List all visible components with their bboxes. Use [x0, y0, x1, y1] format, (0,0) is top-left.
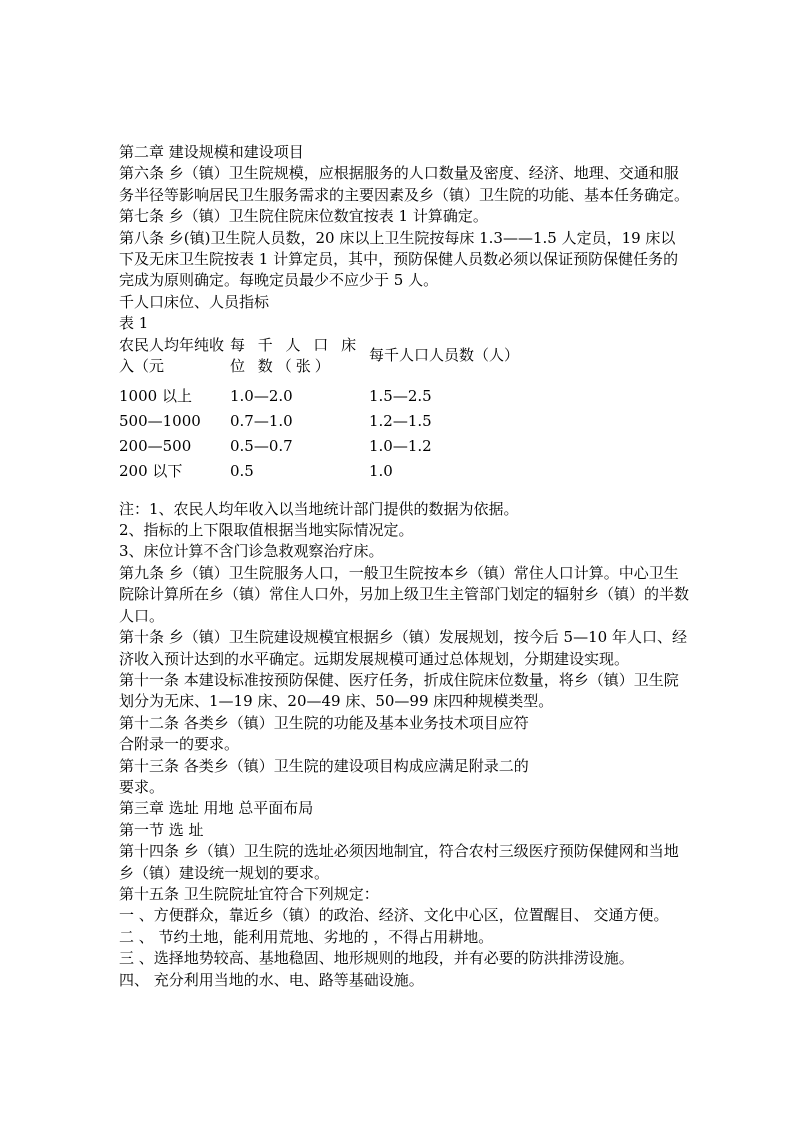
- rule-item-3: 三 、选择地势较高、基地稳固、地形规则的地段，并有必要的防洪排涝设施。: [119, 949, 634, 968]
- table-cell: 1.0—2.0: [230, 386, 293, 405]
- indicator-table: [119, 335, 689, 485]
- table-cell: 1.5—2.5: [369, 386, 432, 405]
- rule-item-4: 四、 充分利用当地的水、电、路等基础设施。: [119, 970, 424, 989]
- table-cell: 1000 以上: [119, 386, 192, 405]
- table-cell: 1.0—1.2: [369, 436, 432, 455]
- article-13-line-1: 第十三条 各类乡（镇）卫生院的建设项目构成应满足附录二的: [119, 756, 529, 775]
- article-11: 第十一条 本建设标准按预防保健、医疗任务，折成住院床位数量，将乡（镇）卫生院划分为无床、1—19 床、20—49 床、50—99 床四种规模类型。: [119, 670, 679, 711]
- article-13-line-2: 要求。: [119, 777, 165, 796]
- table-header-beds: 每 千 人 口 床 位 数（张）: [230, 335, 361, 375]
- table-cell: 0.5—0.7: [230, 436, 293, 455]
- table-caption: 千人口床位、人员指标: [119, 292, 270, 311]
- article-12-line-2: 合附录一的要求。: [119, 735, 240, 754]
- table-cell: 200 以下: [119, 461, 183, 480]
- article-15: 第十五条 卫生院院址宜符合下列规定：: [119, 884, 379, 903]
- note-2: 2、指标的上下限取值根据当地实际情况定。: [119, 521, 414, 540]
- rule-item-1: 一 、方便群众，靠近乡（镇）的政治、经济、文化中心区，位置醒目、 交通方便。: [119, 906, 669, 925]
- note-1: 注：1、农民人均年收入以当地统计部门提供的数据为依据。: [119, 499, 519, 518]
- rule-item-2: 二 、 节约土地，能利用荒地、劣地的 ，不得占用耕地。: [119, 927, 494, 946]
- table-cell: 1.2—1.5: [369, 411, 432, 430]
- article-6: 第六条 乡（镇）卫生院规模，应根据服务的人口数量及密度、经济、地理、交通和服务半径等影响居民卫生服务需求的主要因素及乡（镇）卫生院的功能、基本任务确定。: [119, 164, 690, 204]
- article-9: 第九条 乡（镇）卫生院服务人口，一般卫生院按本乡（镇）常住人口计算。中心卫生院除计算所在乡（镇）常住人口外，另加上级卫生主管部门划定的辐射乡（镇）的半数人口。: [119, 563, 690, 625]
- section-1-heading: 第一节 选 址: [119, 820, 204, 839]
- table-header-staff: 每千人口人员数（人）: [369, 345, 520, 364]
- table-cell: 500—1000: [119, 411, 201, 430]
- chapter-3-heading: 第三章 选址 用地 总平面布局: [119, 799, 314, 818]
- article-7: 第七条 乡（镇）卫生院住院床位数宜按表 1 计算确定。: [119, 207, 488, 226]
- document-page: [119, 142, 689, 991]
- article-10: 第十条 乡（镇）卫生院建设规模宜根据乡（镇）发展规划，按今后 5—10 年人口、经济收入预计达到的水平确定。远期发展规模可通过总体规划，分期建设实现。: [119, 628, 687, 668]
- table-number: 表 1: [119, 314, 149, 333]
- table-cell: 0.5: [230, 461, 254, 480]
- table-header-income: 农民人均年纯收入（元: [119, 335, 225, 375]
- note-3: 3、床位计算不含门诊急救观察治疗床。: [119, 542, 384, 561]
- article-12-line-1: 第十二条 各类乡（镇）卫生院的功能及基本业务技术项目应符: [119, 713, 529, 732]
- table-cell: 0.7—1.0: [230, 411, 293, 430]
- article-14: 第十四条 乡（镇）卫生院的选址必须因地制宜，符合农村三级医疗预防保健网和当地乡（镇）建设统一规划的要求。: [119, 842, 679, 882]
- table-cell: 200—500: [119, 436, 192, 455]
- article-8: 第八条 乡(镇)卫生院人员数，20 床以上卫生院按每床 1.3——1.5 人定员，19 床以下及无床卫生院按表 1 计算定员，其中，预防保健人员数必须以保证预防保健任务的完成为原则确定。每晚定员最少不应少于 5 人。: [119, 228, 679, 290]
- chapter-2-heading: 第二章 建设规模和建设项目: [119, 143, 304, 161]
- table-cell: 1.0: [369, 461, 393, 480]
